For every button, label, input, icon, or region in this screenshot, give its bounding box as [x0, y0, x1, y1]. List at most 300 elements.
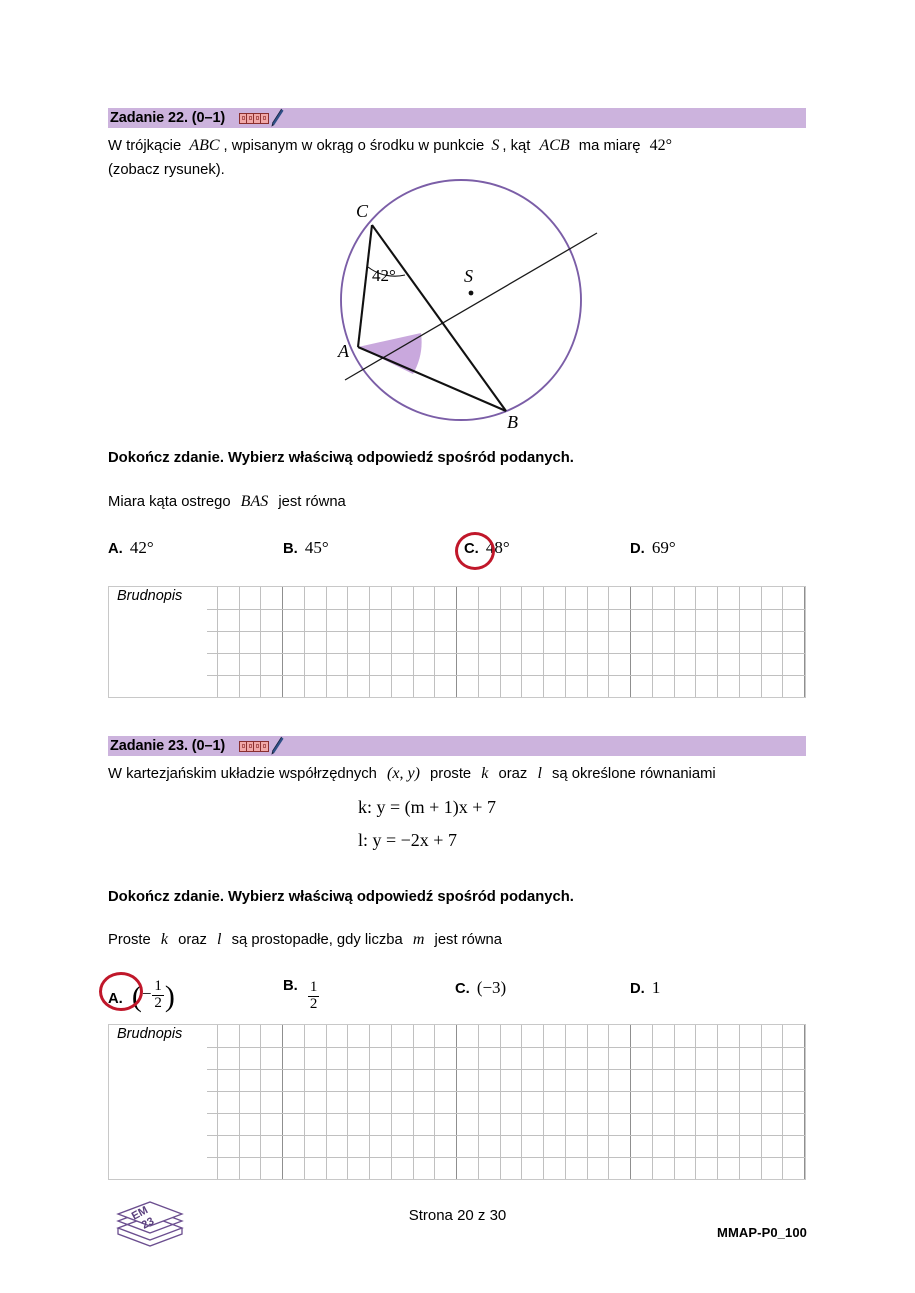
option-22-C-value: 48°: [485, 538, 510, 557]
scratch-grid-cell: [218, 610, 240, 631]
option-23-D-letter: D.: [630, 981, 645, 997]
q23-d: jest równa: [434, 932, 502, 948]
scratch-grid-cell: [218, 1025, 240, 1047]
scratch-grid-cell: [566, 676, 588, 697]
option-23-C-value: (−3): [476, 978, 507, 997]
scratch-grid-cell: [501, 610, 523, 631]
scratch-grid-cell: [566, 610, 588, 631]
scratch-grid-cell: [783, 1048, 805, 1069]
stmt23-d: są określone równaniami: [552, 766, 716, 782]
scratch-grid-cell: [740, 1158, 762, 1179]
scratch-grid-cell: [370, 632, 392, 653]
scratch-grid-cell: [327, 1092, 349, 1113]
stmt22-c: , kąt: [502, 138, 531, 154]
scratch-grid-cell: [653, 1092, 675, 1113]
logo-text-23: 23: [139, 1215, 157, 1232]
stmt23-xy: (x, y): [387, 765, 420, 782]
scratch-grid-cell: [718, 610, 740, 631]
task-23-header: [108, 736, 806, 756]
scratch-grid-cell: [457, 587, 479, 609]
scratch-grid-cell: [544, 1048, 566, 1069]
scratch-grid-cell: [435, 1070, 457, 1091]
scratch-grid-cell: [479, 587, 501, 609]
option-22-A[interactable]: [108, 538, 154, 558]
scratch-grid-cell: [370, 610, 392, 631]
option-23-D-value: 1: [651, 978, 661, 997]
scratch-grid-cell: [435, 1136, 457, 1157]
scratch-grid-cell: [348, 654, 370, 675]
scratch-grid-cell: [783, 1070, 805, 1091]
scratch-grid-cell: [370, 1114, 392, 1135]
scratch-grid-cell: [370, 1092, 392, 1113]
scratch-grid-cell: [588, 1114, 610, 1135]
scratch-grid-cell: [588, 1048, 610, 1069]
scratch-grid-cell: [327, 587, 349, 609]
scratch-grid-cell: [696, 1114, 718, 1135]
option-22-A-letter: A.: [108, 541, 123, 557]
scratch-grid-cell: [305, 676, 327, 697]
task-23-options: [0, 978, 915, 1014]
scratch-grid-cell: [696, 1048, 718, 1069]
scratch-grid-cell: [414, 676, 436, 697]
task-22-scratch-label: Brudnopis: [117, 588, 185, 604]
fraction-numerator: 1: [309, 979, 318, 995]
scratch-grid-cell: [327, 632, 349, 653]
scratch-grid-cell: [218, 1092, 240, 1113]
scratch-grid-row: [109, 675, 805, 697]
scratch-grid-cell: [609, 654, 631, 675]
task-23-title: Zadanie 23. (0–1): [110, 738, 226, 754]
fraction-denominator: 2: [154, 994, 162, 1011]
scratch-grid-cell: [479, 632, 501, 653]
scratch-grid-cell: [392, 1136, 414, 1157]
scratch-grid-cell: [327, 654, 349, 675]
scratch-grid-cell: [283, 1158, 305, 1179]
scratch-grid-cell: [762, 1092, 784, 1113]
pencil-icon: [270, 108, 284, 128]
scratch-grid-cell: [522, 1158, 544, 1179]
scratch-grid-cell: [392, 1158, 414, 1179]
stmt22-angle: 42°: [649, 137, 672, 154]
scratch-grid-cell: [740, 654, 762, 675]
scratch-grid-cell: [740, 1048, 762, 1069]
scratch-grid-cell: [479, 610, 501, 631]
scratch-grid-cell: [261, 1136, 283, 1157]
scratch-grid-cell: [261, 1048, 283, 1069]
scratch-grid-cell: [675, 632, 697, 653]
scratch-grid-cell: [609, 1158, 631, 1179]
scratch-grid-cell: [501, 1025, 523, 1047]
scratch-grid-cell: [501, 1048, 523, 1069]
scratch-grid-cell: [522, 1114, 544, 1135]
scratch-grid-cell: [240, 1070, 262, 1091]
scratch-grid-cell: [653, 1070, 675, 1091]
scratch-grid-cell: [762, 1048, 784, 1069]
option-22-C-letter: C.: [464, 541, 479, 557]
scratch-grid-cell: [414, 632, 436, 653]
scratch-grid-cell: [588, 1025, 610, 1047]
scratch-grid-cell: [305, 1114, 327, 1135]
scratch-grid-cell: [718, 1048, 740, 1069]
stmt22-b: , wpisanym w okrąg o środku w punkcie: [223, 138, 485, 154]
scratch-grid-cell: [414, 1092, 436, 1113]
scratch-grid-cell: [392, 1092, 414, 1113]
scratch-grid-row: [109, 1069, 805, 1091]
scratch-grid-cell: [348, 1048, 370, 1069]
scratch-grid-cell: [696, 1070, 718, 1091]
stmt22-s: S: [491, 137, 500, 154]
scratch-grid-cell: [675, 1092, 697, 1113]
scratch-grid-cell: [501, 1136, 523, 1157]
scratch-grid-cell: [566, 587, 588, 609]
scratch-grid-cell: [501, 1070, 523, 1091]
scratch-grid-cell: [762, 1136, 784, 1157]
scratch-grid-cell: [783, 632, 805, 653]
scratch-grid-cell: [653, 676, 675, 697]
scratch-grid-cell: [762, 1070, 784, 1091]
scratch-grid-cell: [414, 1136, 436, 1157]
task-23-statement: [108, 762, 716, 786]
scratch-grid-cell: [479, 1070, 501, 1091]
scratch-grid-cell: [696, 610, 718, 631]
scratch-grid-cell: [544, 1136, 566, 1157]
stmt23-c: oraz: [498, 766, 528, 782]
fraction-one-half: [152, 979, 164, 1012]
task-22-options: [0, 538, 915, 568]
scratch-grid-cell: [283, 654, 305, 675]
scratch-grid-cell: [544, 1092, 566, 1113]
scratch-grid-cell: [522, 654, 544, 675]
scratch-grid-cell: [457, 1114, 479, 1135]
scratch-grid-cell: [675, 587, 697, 609]
scratch-grid-cell: [457, 632, 479, 653]
scratch-grid-cell: [370, 587, 392, 609]
scratch-grid-cell: [588, 1092, 610, 1113]
scratch-grid-cell: [218, 1048, 240, 1069]
circle-outline: [341, 180, 581, 420]
scratch-grid-cell: [435, 1114, 457, 1135]
scratch-grid-cell: [522, 1025, 544, 1047]
option-22-B-value: 45°: [304, 538, 329, 557]
scratch-grid-cell: [305, 654, 327, 675]
scratch-grid-cell: [544, 676, 566, 697]
scratch-grid-cell: [261, 1070, 283, 1091]
scratch-grid-cell: [783, 1114, 805, 1135]
scratch-grid-cell: [479, 1048, 501, 1069]
task-22-instruction: Dokończ zdanie. Wybierz właściwą odpowiedź spośród podanych.: [108, 450, 574, 466]
scratch-grid-cell: [479, 654, 501, 675]
scratch-grid-cell: [609, 1136, 631, 1157]
scratch-grid-cell: [566, 1092, 588, 1113]
scratch-grid-cell: [696, 676, 718, 697]
task-23-icon-group: [239, 736, 284, 756]
task-22-icon-group: [239, 108, 284, 128]
scratch-grid-cell: [653, 1158, 675, 1179]
scratch-grid-row: [109, 1113, 805, 1135]
scratch-grid-row: [109, 1047, 805, 1069]
scratch-grid-cell: [783, 654, 805, 675]
scratch-grid-cell: [522, 587, 544, 609]
scratch-grid-cell: [609, 632, 631, 653]
fraction-one-half: [308, 980, 320, 1013]
scratch-grid-cell: [783, 676, 805, 697]
logo-stack-edge: [118, 1228, 182, 1246]
scratch-grid-cell: [479, 1092, 501, 1113]
scratch-grid-cell: [740, 676, 762, 697]
label-S: S: [464, 266, 473, 286]
scratch-grid-cell: [653, 1114, 675, 1135]
scratch-grid-cell: [653, 632, 675, 653]
option-22-D-value: 69°: [651, 538, 676, 557]
equation-k: k: y = (m + 1)x + 7: [358, 797, 496, 817]
scratch-grid-cell: [675, 1136, 697, 1157]
scratch-grid-cell: [501, 654, 523, 675]
scratch-grid-cell: [457, 1092, 479, 1113]
scratch-grid-cell: [609, 676, 631, 697]
option-23-D[interactable]: [630, 978, 660, 998]
scratch-grid-cell: [653, 1048, 675, 1069]
scratch-grid-cell: [218, 1158, 240, 1179]
scratch-grid-cell: [522, 1048, 544, 1069]
scratch-grid-cell: [762, 587, 784, 609]
scratch-grid-cell: [240, 1136, 262, 1157]
option-22-C[interactable]: [464, 538, 510, 558]
scratch-grid-cell: [414, 1158, 436, 1179]
scratch-grid-cell: [783, 1092, 805, 1113]
scratch-grid-cell: [675, 1158, 697, 1179]
scratch-grid-cell: [653, 654, 675, 675]
scratch-grid-cell: [762, 654, 784, 675]
scratch-grid-row: [109, 653, 805, 675]
scratch-grid-cell: [783, 587, 805, 609]
scratch-grid-row: [109, 631, 805, 653]
scratch-grid-cell: [305, 1048, 327, 1069]
scratch-grid-cell: [762, 1025, 784, 1047]
q23-l: l: [217, 931, 222, 948]
scratch-grid-cell: [348, 1092, 370, 1113]
q22-a: Miara kąta ostrego: [108, 494, 231, 510]
scratch-grid-cell: [261, 587, 283, 609]
scratch-grid-row: [109, 587, 805, 609]
scratch-grid-cell: [762, 1158, 784, 1179]
stmt22-d: ma miarę: [578, 138, 641, 154]
scratch-grid-cell: [327, 676, 349, 697]
option-23-A[interactable]: [108, 978, 175, 1014]
scratch-grid-cell: [588, 676, 610, 697]
scratch-grid-cell: [392, 654, 414, 675]
scratch-grid-cell: [218, 587, 240, 609]
scratch-grid-cell: [261, 1158, 283, 1179]
scratch-grid-cell: [740, 1092, 762, 1113]
scratch-grid-cell: [392, 587, 414, 609]
scratch-grid-cell: [435, 1048, 457, 1069]
option-23-B-value: [307, 979, 321, 1012]
scratch-grid-cell: [435, 632, 457, 653]
minus-sign: −: [141, 984, 152, 1004]
exam-code: MMAP-P0_100: [717, 1225, 807, 1240]
scratch-grid-cell: [327, 1070, 349, 1091]
scratch-grid-cell: [566, 632, 588, 653]
pencil-icon: [270, 736, 284, 756]
scratch-grid-cell: [522, 676, 544, 697]
scratch-grid-cell: [392, 610, 414, 631]
center-point-S: [469, 291, 474, 296]
scratch-grid-cell: [283, 676, 305, 697]
scratch-grid-cell: [392, 1048, 414, 1069]
scratch-grid-cell: [696, 1092, 718, 1113]
label-A: A: [338, 341, 349, 361]
scratch-grid-cell: [240, 654, 262, 675]
scratch-grid-cell: [740, 1114, 762, 1135]
scratch-grid-cell: [435, 1158, 457, 1179]
scratch-grid-cell: [240, 1025, 262, 1047]
option-22-D-letter: D.: [630, 541, 645, 557]
scratch-grid-cell: [762, 676, 784, 697]
scratch-grid-cell: [762, 632, 784, 653]
answer-boxes-icon: [239, 741, 269, 752]
scratch-grid-cell: [718, 1114, 740, 1135]
scratch-grid-cell: [762, 610, 784, 631]
scratch-grid-cell: [696, 587, 718, 609]
scratch-grid-cell: [522, 610, 544, 631]
stmt22-a: W trójkącie: [108, 138, 182, 154]
scratch-grid-cell: [414, 1070, 436, 1091]
option-23-A-value: [131, 978, 175, 1014]
scratch-grid-cell: [653, 587, 675, 609]
scratch-grid-cell: [305, 1092, 327, 1113]
scratch-grid-cell: [631, 654, 653, 675]
scratch-grid-cell: [305, 587, 327, 609]
scratch-grid-cell: [675, 1070, 697, 1091]
scratch-grid-cell: [392, 1070, 414, 1091]
scratch-grid-cell: [631, 1092, 653, 1113]
scratch-grid-cell: [631, 1070, 653, 1091]
scratch-grid-cell: [457, 1158, 479, 1179]
scratch-grid-cell: [588, 632, 610, 653]
scratch-grid-cell: [240, 1158, 262, 1179]
scratch-grid-cell: [240, 1114, 262, 1135]
scratch-grid-cell: [283, 1025, 305, 1047]
fraction-numerator: 1: [154, 978, 162, 994]
stmt22-abc: ABC: [189, 137, 220, 154]
scratch-grid-cell: [327, 1114, 349, 1135]
option-22-B-letter: B.: [283, 541, 298, 557]
scratch-grid-cell: [261, 632, 283, 653]
q22-bas: BAS: [240, 493, 269, 510]
scratch-grid-cell: [631, 1136, 653, 1157]
scratch-grid-cell: [631, 676, 653, 697]
scratch-grid-cell: [218, 654, 240, 675]
scratch-grid-cell: [435, 1025, 457, 1047]
stmt23-l: l: [537, 765, 542, 782]
option-22-D[interactable]: [630, 538, 676, 558]
scratch-grid-cell: [740, 1136, 762, 1157]
scratch-grid-cell: [783, 1025, 805, 1047]
scratch-grid-row: [109, 1135, 805, 1157]
scratch-grid-cell: [457, 610, 479, 631]
circle-triangle-figure: [320, 175, 620, 435]
scratch-grid-row: [109, 1025, 805, 1047]
stmt23-k: k: [481, 765, 489, 782]
task-23-scratch-grid[interactable]: [108, 1024, 806, 1180]
scratch-grid-cell: [544, 654, 566, 675]
scratch-grid-cell: [414, 1114, 436, 1135]
scratch-grid-cell: [283, 587, 305, 609]
scratch-grid-cell: [370, 1158, 392, 1179]
scratch-grid-cell: [566, 1048, 588, 1069]
scratch-grid-cell: [348, 1025, 370, 1047]
task-22-scratch-grid[interactable]: [108, 586, 806, 698]
scratch-grid-cell: [544, 632, 566, 653]
scratch-grid-cell: [718, 1070, 740, 1091]
scratch-grid-cell: [544, 1025, 566, 1047]
option-22-A-value: 42°: [129, 538, 154, 557]
scratch-grid-cell: [783, 610, 805, 631]
option-23-B[interactable]: [283, 978, 320, 1012]
scratch-grid-cell: [740, 1070, 762, 1091]
scratch-grid-cell: [392, 1025, 414, 1047]
scratch-grid-cell: [501, 1158, 523, 1179]
scratch-grid-cell: [348, 587, 370, 609]
scratch-grid-cell: [283, 610, 305, 631]
scratch-grid-cell: [283, 1048, 305, 1069]
option-22-B[interactable]: [283, 538, 329, 558]
scratch-grid-cell: [414, 610, 436, 631]
scratch-grid-cell: [457, 654, 479, 675]
scratch-grid-cell: [261, 1025, 283, 1047]
scratch-grid-cell: [718, 676, 740, 697]
scratch-grid-cell: [261, 1092, 283, 1113]
scratch-grid-cell: [348, 676, 370, 697]
scratch-grid-cell: [631, 610, 653, 631]
scratch-grid-cell: [588, 1136, 610, 1157]
scratch-grid-cell: [348, 1114, 370, 1135]
stmt23-a: W kartezjańskim układzie współrzędnych: [108, 766, 377, 782]
scratch-grid-cell: [653, 610, 675, 631]
scratch-grid-cell: [501, 587, 523, 609]
scratch-grid-cell: [392, 632, 414, 653]
q23-c: są prostopadłe, gdy liczba: [231, 932, 403, 948]
paren-open: (: [131, 980, 142, 1014]
scratch-grid-cell: [675, 676, 697, 697]
fraction-denominator: 2: [309, 995, 318, 1012]
scratch-grid-cell: [783, 1158, 805, 1179]
scratch-grid-cell: [261, 676, 283, 697]
scratch-grid-cell: [283, 1092, 305, 1113]
scratch-grid-cell: [240, 1048, 262, 1069]
scratch-grid-cell: [435, 587, 457, 609]
scratch-grid-cell: [740, 1025, 762, 1047]
scratch-grid-cell: [718, 654, 740, 675]
scratch-grid-cell: [609, 1092, 631, 1113]
scratch-grid-row: [109, 1157, 805, 1179]
option-23-C[interactable]: [455, 978, 506, 998]
scratch-grid-cell: [348, 632, 370, 653]
label-B: B: [507, 412, 518, 432]
scratch-grid-cell: [718, 1092, 740, 1113]
scratch-grid-cell: [370, 1025, 392, 1047]
scratch-grid-cell: [479, 1158, 501, 1179]
scratch-grid-cell: [609, 1114, 631, 1135]
scratch-grid-cell: [457, 676, 479, 697]
scratch-grid-cell: [566, 1136, 588, 1157]
task-23-scratch-label: Brudnopis: [117, 1026, 185, 1042]
scratch-grid-cell: [609, 610, 631, 631]
scratch-grid-cell: [501, 1114, 523, 1135]
task-22-title: Zadanie 22. (0–1): [110, 110, 226, 126]
scratch-grid-cell: [675, 1048, 697, 1069]
scratch-grid-cell: [240, 1092, 262, 1113]
